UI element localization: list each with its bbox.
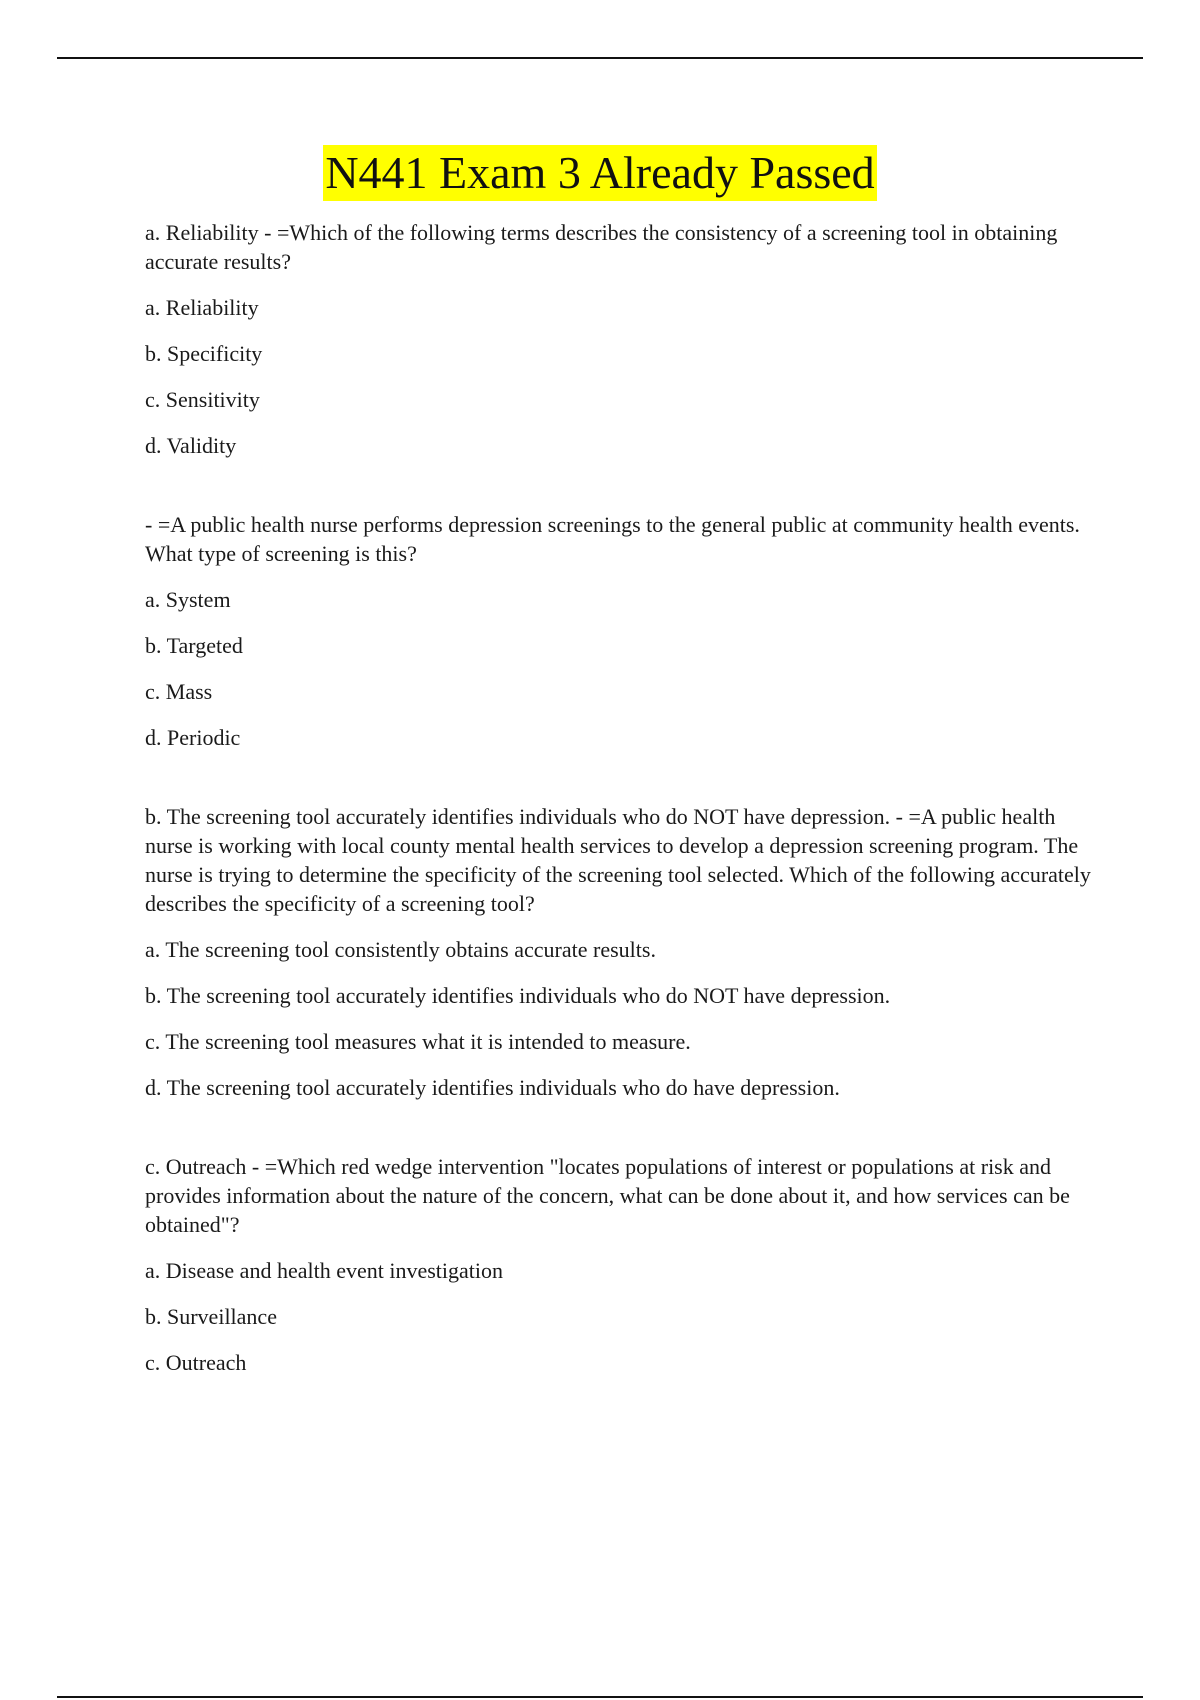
document-body [145, 218, 1095, 1427]
answer-option: c. The screening tool measures what it is intended to measure. [145, 1029, 691, 1054]
answer-option: a. The screening tool consistently obtains accurate results. [145, 937, 656, 962]
question-4 [145, 1152, 1095, 1377]
question-3 [145, 802, 1095, 1102]
answer-option: a. System [145, 587, 231, 612]
question-text: b. The screening tool accurately identifies individuals who do NOT have depression. - =A public health nurse is working with local county mental health services to develop a depression screening program. The nurse is trying to determine the specificity of the screening tool selected. Which of the following accurately describes the specificity of a screening tool? [145, 804, 1091, 916]
answer-option: d. The screening tool accurately identifies individuals who do have depression. [145, 1075, 840, 1100]
question-text: c. Outreach - =Which red wedge intervention "locates populations of interest or populations at risk and provides information about the nature of the concern, what can be done about it, and how services can be obtained"? [145, 1154, 1070, 1237]
answer-option: c. Mass [145, 679, 213, 704]
answer-option: a. Disease and health event investigation [145, 1258, 503, 1283]
answer-option: c. Outreach [145, 1350, 247, 1375]
answer-option: b. Targeted [145, 633, 243, 658]
answer-option: b. Surveillance [145, 1304, 277, 1329]
question-text: - =A public health nurse performs depression screenings to the general public at community health events. What type of screening is this? [145, 512, 1080, 566]
question-text: a. Reliability - =Which of the following terms describes the consistency of a screening tool in obtaining accurate results? [145, 220, 1058, 274]
top-rule [57, 57, 1143, 59]
question-2 [145, 510, 1095, 752]
answer-option: a. Reliability [145, 295, 259, 320]
answer-option: d. Validity [145, 433, 237, 458]
answer-option: c. Sensitivity [145, 387, 260, 412]
bottom-rule [57, 1696, 1143, 1698]
question-1 [145, 218, 1095, 460]
answer-option: d. Periodic [145, 725, 241, 750]
answer-option: b. Specificity [145, 341, 263, 366]
answer-option: b. The screening tool accurately identifies individuals who do NOT have depression. [145, 983, 891, 1008]
title-container [0, 145, 1200, 201]
document-title: N441 Exam 3 Already Passed [323, 145, 876, 201]
